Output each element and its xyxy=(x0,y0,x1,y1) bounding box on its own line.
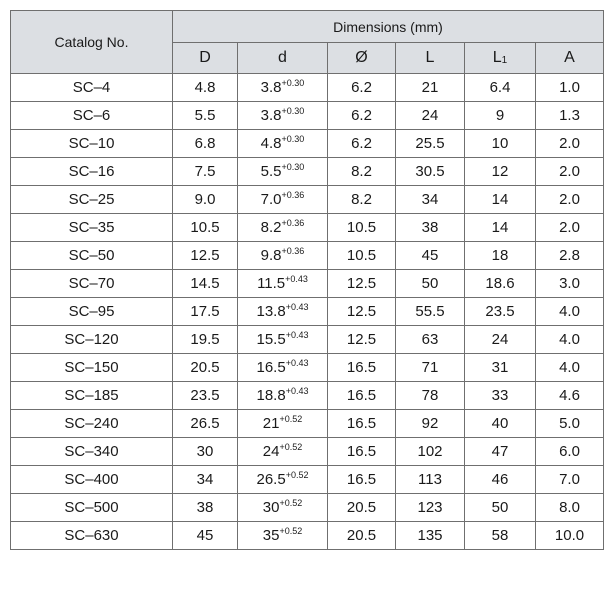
cell-A: 7.0 xyxy=(536,466,604,494)
cell-L: 30.5 xyxy=(396,158,465,186)
table-row xyxy=(11,494,604,522)
catalog-number-cell: SC–50 xyxy=(11,242,173,270)
cell-L1: 10 xyxy=(465,130,536,158)
cell-L: 113 xyxy=(396,466,465,494)
catalog-number-cell: SC–25 xyxy=(11,186,173,214)
cell-A: 1.3 xyxy=(536,102,604,130)
cell-L: 78 xyxy=(396,382,465,410)
cell-diameter: 8.2 xyxy=(328,186,396,214)
cell-L: 45 xyxy=(396,242,465,270)
cell-L1: 58 xyxy=(465,522,536,550)
cell-L: 38 xyxy=(396,214,465,242)
cell-diameter: 6.2 xyxy=(328,102,396,130)
cell-d-tolerance: +0.52 xyxy=(279,526,303,536)
cell-A: 10.0 xyxy=(536,522,604,550)
cell-L: 25.5 xyxy=(396,130,465,158)
cell-d xyxy=(238,438,328,466)
cell-d-tolerance: +0.52 xyxy=(279,414,303,424)
cell-d-tolerance: +0.43 xyxy=(285,358,309,368)
cell-diameter: 20.5 xyxy=(328,522,396,550)
cell-d xyxy=(238,102,328,130)
cell-A: 2.0 xyxy=(536,130,604,158)
cell-L: 34 xyxy=(396,186,465,214)
cell-L1: 18 xyxy=(465,242,536,270)
catalog-number-cell: SC–185 xyxy=(11,382,173,410)
cell-d-tolerance: +0.52 xyxy=(279,442,303,452)
cell-d-tolerance: +0.36 xyxy=(281,246,305,256)
table-row xyxy=(11,466,604,494)
cell-D: 20.5 xyxy=(173,354,238,382)
cell-L: 24 xyxy=(396,102,465,130)
catalog-number-cell: SC–70 xyxy=(11,270,173,298)
cell-D: 17.5 xyxy=(173,298,238,326)
cell-diameter: 12.5 xyxy=(328,298,396,326)
cell-d-value: 16.5 xyxy=(256,359,286,376)
cell-A: 1.0 xyxy=(536,74,604,102)
catalog-number-cell: SC–35 xyxy=(11,214,173,242)
cell-A: 4.0 xyxy=(536,326,604,354)
cell-diameter: 16.5 xyxy=(328,382,396,410)
cell-d xyxy=(238,326,328,354)
cell-diameter: 10.5 xyxy=(328,242,396,270)
cell-diameter: 12.5 xyxy=(328,270,396,298)
cell-D: 38 xyxy=(173,494,238,522)
cell-d xyxy=(238,382,328,410)
table-row xyxy=(11,410,604,438)
cell-d-tolerance: +0.52 xyxy=(285,470,309,480)
col-header-d: d xyxy=(238,43,328,74)
cell-A: 2.0 xyxy=(536,158,604,186)
cell-d xyxy=(238,242,328,270)
cell-d-tolerance: +0.30 xyxy=(281,106,305,116)
cell-L: 50 xyxy=(396,270,465,298)
cell-D: 23.5 xyxy=(173,382,238,410)
cell-D: 14.5 xyxy=(173,270,238,298)
catalog-number-cell: SC–150 xyxy=(11,354,173,382)
cell-d-value: 18.8 xyxy=(256,387,286,404)
cell-d xyxy=(238,214,328,242)
cell-d xyxy=(238,466,328,494)
cell-L: 123 xyxy=(396,494,465,522)
table-row xyxy=(11,438,604,466)
cell-d-tolerance: +0.43 xyxy=(285,330,309,340)
cell-L1: 33 xyxy=(465,382,536,410)
cell-L1: 31 xyxy=(465,354,536,382)
cell-D: 10.5 xyxy=(173,214,238,242)
table-row xyxy=(11,102,604,130)
table-row xyxy=(11,242,604,270)
cell-A: 4.6 xyxy=(536,382,604,410)
cell-d-tolerance: +0.43 xyxy=(285,274,308,284)
cell-d xyxy=(238,158,328,186)
cell-d-value: 5.5 xyxy=(260,163,282,180)
catalog-number-cell: SC–95 xyxy=(11,298,173,326)
cell-d xyxy=(238,522,328,550)
cell-D: 9.0 xyxy=(173,186,238,214)
table-row xyxy=(11,270,604,298)
catalog-number-cell: SC–630 xyxy=(11,522,173,550)
cell-L: 102 xyxy=(396,438,465,466)
table-header xyxy=(11,11,604,74)
cell-d xyxy=(238,494,328,522)
cell-d-tolerance: +0.30 xyxy=(281,78,305,88)
col-header-L1-subscript: 1 xyxy=(501,55,508,66)
cell-d-value: 13.8 xyxy=(256,303,286,320)
cell-diameter: 8.2 xyxy=(328,158,396,186)
cell-L1: 23.5 xyxy=(465,298,536,326)
cell-L: 135 xyxy=(396,522,465,550)
cell-L: 63 xyxy=(396,326,465,354)
cell-L1: 46 xyxy=(465,466,536,494)
cell-L1: 14 xyxy=(465,186,536,214)
cell-L1: 50 xyxy=(465,494,536,522)
col-header-D: D xyxy=(173,43,238,74)
cell-diameter: 16.5 xyxy=(328,438,396,466)
table-row xyxy=(11,158,604,186)
cell-L1: 47 xyxy=(465,438,536,466)
cell-D: 7.5 xyxy=(173,158,238,186)
cell-L: 21 xyxy=(396,74,465,102)
catalog-number-cell: SC–400 xyxy=(11,466,173,494)
cell-D: 6.8 xyxy=(173,130,238,158)
catalog-number-cell: SC–16 xyxy=(11,158,173,186)
cell-L: 71 xyxy=(396,354,465,382)
cell-d xyxy=(238,354,328,382)
cell-diameter: 16.5 xyxy=(328,410,396,438)
cell-d-value: 8.2 xyxy=(260,219,282,236)
table-row xyxy=(11,326,604,354)
cell-A: 4.0 xyxy=(536,298,604,326)
table-row xyxy=(11,186,604,214)
table-row xyxy=(11,214,604,242)
cell-diameter: 16.5 xyxy=(328,354,396,382)
cell-d-tolerance: +0.36 xyxy=(281,190,305,200)
cell-D: 12.5 xyxy=(173,242,238,270)
cell-d-value: 3.8 xyxy=(260,79,282,96)
cell-A: 3.0 xyxy=(536,270,604,298)
cell-d xyxy=(238,270,328,298)
cell-d-value: 7.0 xyxy=(260,191,282,208)
table-row xyxy=(11,354,604,382)
cell-d-value: 4.8 xyxy=(260,135,282,152)
catalog-number-cell: SC–240 xyxy=(11,410,173,438)
dimensions-group-header: Dimensions (mm) xyxy=(173,11,604,43)
cell-L1: 14 xyxy=(465,214,536,242)
cell-D: 26.5 xyxy=(173,410,238,438)
cell-d-value: 15.5 xyxy=(256,331,286,348)
cell-D: 5.5 xyxy=(173,102,238,130)
cell-diameter: 12.5 xyxy=(328,326,396,354)
table-row xyxy=(11,382,604,410)
cell-L1: 6.4 xyxy=(465,74,536,102)
cell-A: 6.0 xyxy=(536,438,604,466)
cell-d-tolerance: +0.30 xyxy=(281,162,305,172)
col-header-L1-base: L xyxy=(492,49,502,66)
cell-d-value: 3.8 xyxy=(260,107,282,124)
cell-d-tolerance: +0.52 xyxy=(279,498,303,508)
col-header-L1 xyxy=(465,43,536,74)
col-header-L: L xyxy=(396,43,465,74)
cell-L1: 12 xyxy=(465,158,536,186)
cell-diameter: 10.5 xyxy=(328,214,396,242)
cell-L: 92 xyxy=(396,410,465,438)
cell-d-value: 26.5 xyxy=(256,471,286,488)
cell-d-value: 35 xyxy=(262,527,280,544)
cell-A: 4.0 xyxy=(536,354,604,382)
catalog-number-cell: SC–340 xyxy=(11,438,173,466)
cell-d-tolerance: +0.43 xyxy=(285,302,309,312)
cell-A: 2.0 xyxy=(536,214,604,242)
cell-d xyxy=(238,74,328,102)
cell-D: 30 xyxy=(173,438,238,466)
table-body xyxy=(11,74,604,550)
cell-d-value: 24 xyxy=(262,443,280,460)
cell-A: 5.0 xyxy=(536,410,604,438)
cell-D: 34 xyxy=(173,466,238,494)
cell-L1: 9 xyxy=(465,102,536,130)
table-row xyxy=(11,130,604,158)
catalog-number-cell: SC–10 xyxy=(11,130,173,158)
cell-d-tolerance: +0.43 xyxy=(285,386,309,396)
catalog-number-cell: SC–500 xyxy=(11,494,173,522)
table-row xyxy=(11,74,604,102)
catalog-number-header: Catalog No. xyxy=(11,11,173,74)
cell-d-tolerance: +0.36 xyxy=(281,218,305,228)
catalog-number-cell: SC–4 xyxy=(11,74,173,102)
col-header-diameter: Ø xyxy=(328,43,396,74)
cell-D: 19.5 xyxy=(173,326,238,354)
cell-A: 2.0 xyxy=(536,186,604,214)
cell-A: 2.8 xyxy=(536,242,604,270)
cell-L1: 40 xyxy=(465,410,536,438)
cell-d xyxy=(238,298,328,326)
spec-table-container xyxy=(10,10,604,550)
cell-diameter: 20.5 xyxy=(328,494,396,522)
catalog-number-cell: SC–120 xyxy=(11,326,173,354)
cell-d xyxy=(238,130,328,158)
cell-d xyxy=(238,186,328,214)
cell-D: 45 xyxy=(173,522,238,550)
cell-d xyxy=(238,410,328,438)
cell-diameter: 6.2 xyxy=(328,74,396,102)
catalog-number-cell: SC–6 xyxy=(11,102,173,130)
cell-L1: 24 xyxy=(465,326,536,354)
cell-diameter: 16.5 xyxy=(328,466,396,494)
col-header-A: A xyxy=(536,43,604,74)
table-row xyxy=(11,298,604,326)
cell-L1: 18.6 xyxy=(465,270,536,298)
cell-d-value: 30 xyxy=(262,499,280,516)
table-row xyxy=(11,522,604,550)
cell-A: 8.0 xyxy=(536,494,604,522)
cell-L: 55.5 xyxy=(396,298,465,326)
cell-d-value: 21 xyxy=(262,415,280,432)
cell-diameter: 6.2 xyxy=(328,130,396,158)
cell-D: 4.8 xyxy=(173,74,238,102)
cell-d-value: 9.8 xyxy=(260,247,282,264)
cell-d-value: 11.5 xyxy=(257,275,286,292)
dimensions-table xyxy=(10,10,604,550)
cell-d-tolerance: +0.30 xyxy=(281,134,305,144)
